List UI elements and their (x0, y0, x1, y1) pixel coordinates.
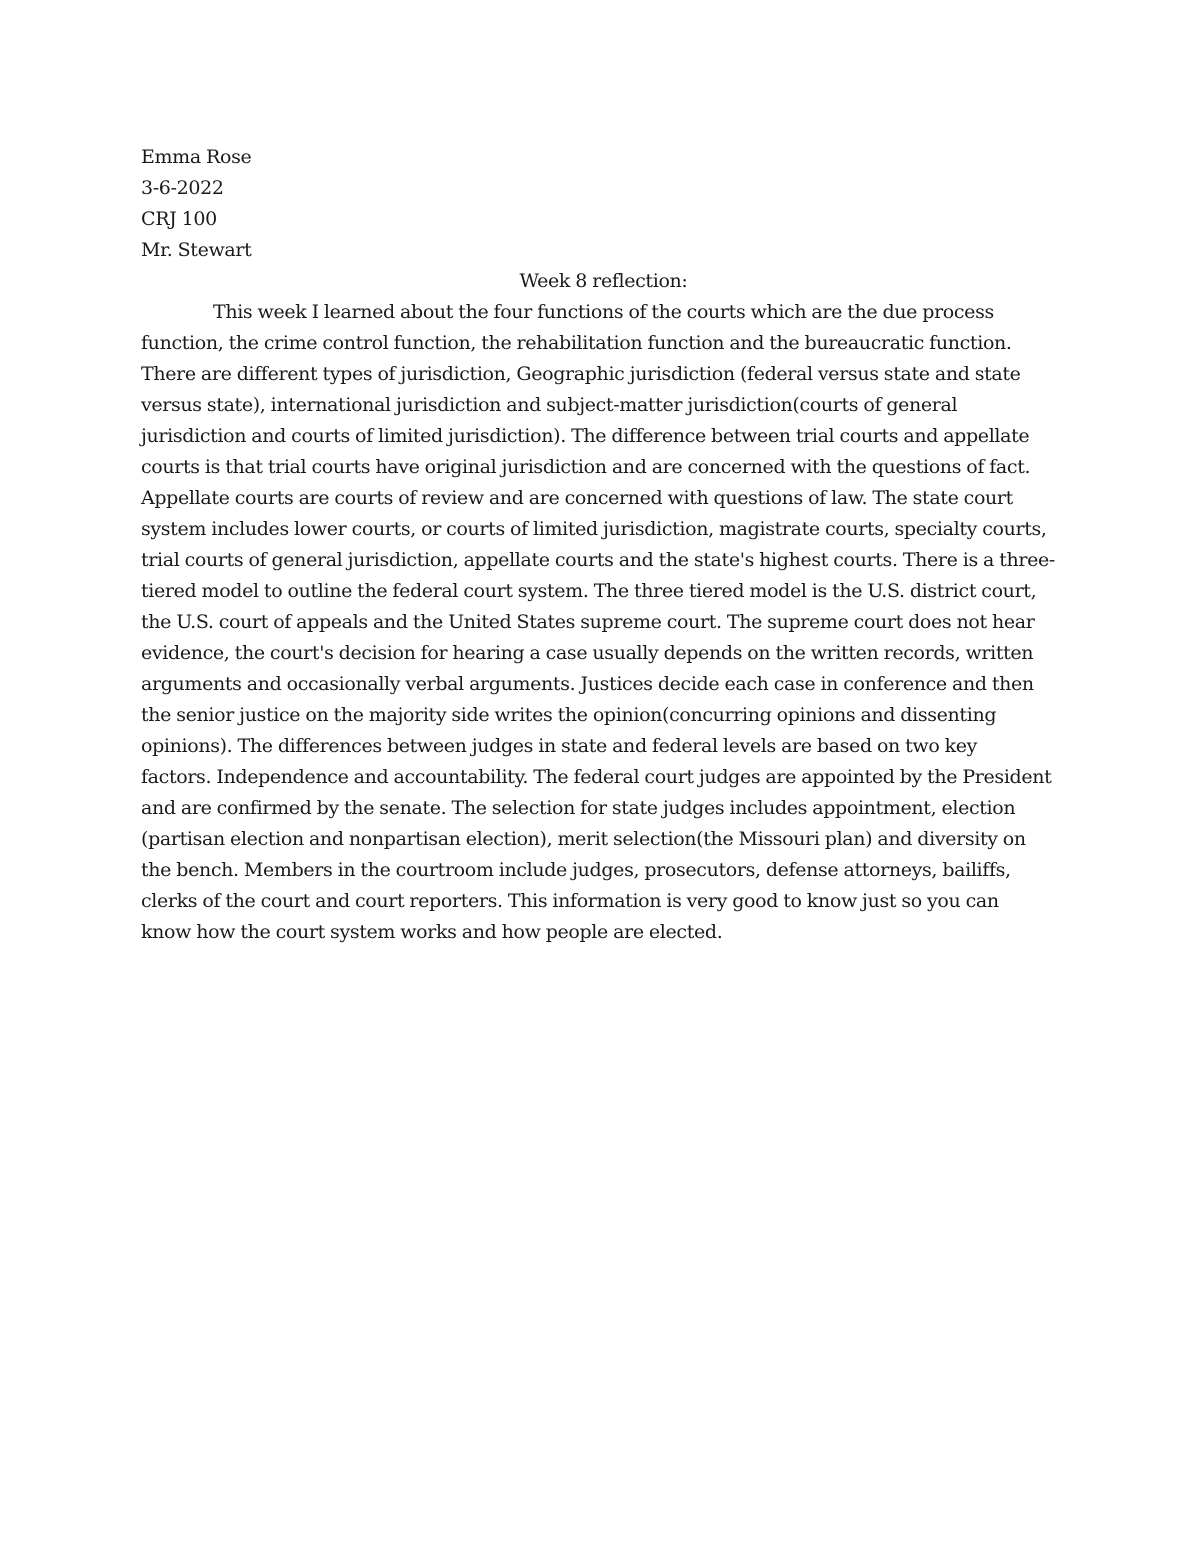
author-name: Emma Rose (141, 146, 252, 168)
paragraph-line: jurisdiction and courts of limited jurisdiction). The difference between trial courts and appellate (141, 425, 1030, 447)
document-title: Week 8 reflection: (519, 270, 688, 292)
course-code: CRJ 100 (141, 208, 217, 230)
paragraph-line: function, the crime control function, the rehabilitation function and the bureaucratic function. (141, 332, 1012, 354)
paragraph-line: versus state), international jurisdiction and subject-matter jurisdiction(courts of general (141, 394, 958, 416)
paragraph-line: the bench. Members in the courtroom include judges, prosecutors, defense attorneys, bailiffs, (141, 859, 1011, 881)
paragraph-line: clerks of the court and court reporters. This information is very good to know just so you can (141, 890, 999, 912)
paragraph-line: arguments and occasionally verbal arguments. Justices decide each case in conference and then (141, 673, 1034, 695)
paragraph-line: know how the court system works and how people are elected. (141, 921, 723, 943)
paragraph-line: the senior justice on the majority side writes the opinion(concurring opinions and dissenting (141, 704, 997, 726)
paragraph-line: Appellate courts are courts of review and are concerned with questions of law. The state court (141, 487, 1013, 509)
paragraph-line: the U.S. court of appeals and the United States supreme court. The supreme court does not hear (141, 611, 1035, 633)
paragraph-line: trial courts of general jurisdiction, appellate courts and the state's highest courts. There is a three- (141, 549, 1055, 571)
paragraph-line: There are different types of jurisdiction, Geographic jurisdiction (federal versus state and state (141, 363, 1021, 385)
paragraph-line: courts is that trial courts have original jurisdiction and are concerned with the questions of fact. (141, 456, 1031, 478)
paragraph-line: (partisan election and nonpartisan election), merit selection(the Missouri plan) and diversity on (141, 828, 1026, 850)
paragraph-line: tiered model to outline the federal court system. The three tiered model is the U.S. district court, (141, 580, 1037, 602)
paragraph-line: evidence, the court's decision for hearing a case usually depends on the written records, written (141, 642, 1034, 664)
paragraph-line: system includes lower courts, or courts of limited jurisdiction, magistrate courts, specialty courts, (141, 518, 1047, 540)
paragraph-line: factors. Independence and accountability. The federal court judges are appointed by the President (141, 766, 1052, 788)
document-date: 3-6-2022 (141, 177, 224, 199)
instructor-name: Mr. Stewart (141, 239, 252, 261)
document-content (141, 142, 1066, 948)
paragraph-line: This week I learned about the four functions of the courts which are the due process (213, 301, 994, 323)
paragraph-line: opinions). The differences between judges in state and federal levels are based on two key (141, 735, 978, 757)
paragraph-line: and are confirmed by the senate. The selection for state judges includes appointment, election (141, 797, 1016, 819)
body-paragraph (141, 297, 1066, 948)
